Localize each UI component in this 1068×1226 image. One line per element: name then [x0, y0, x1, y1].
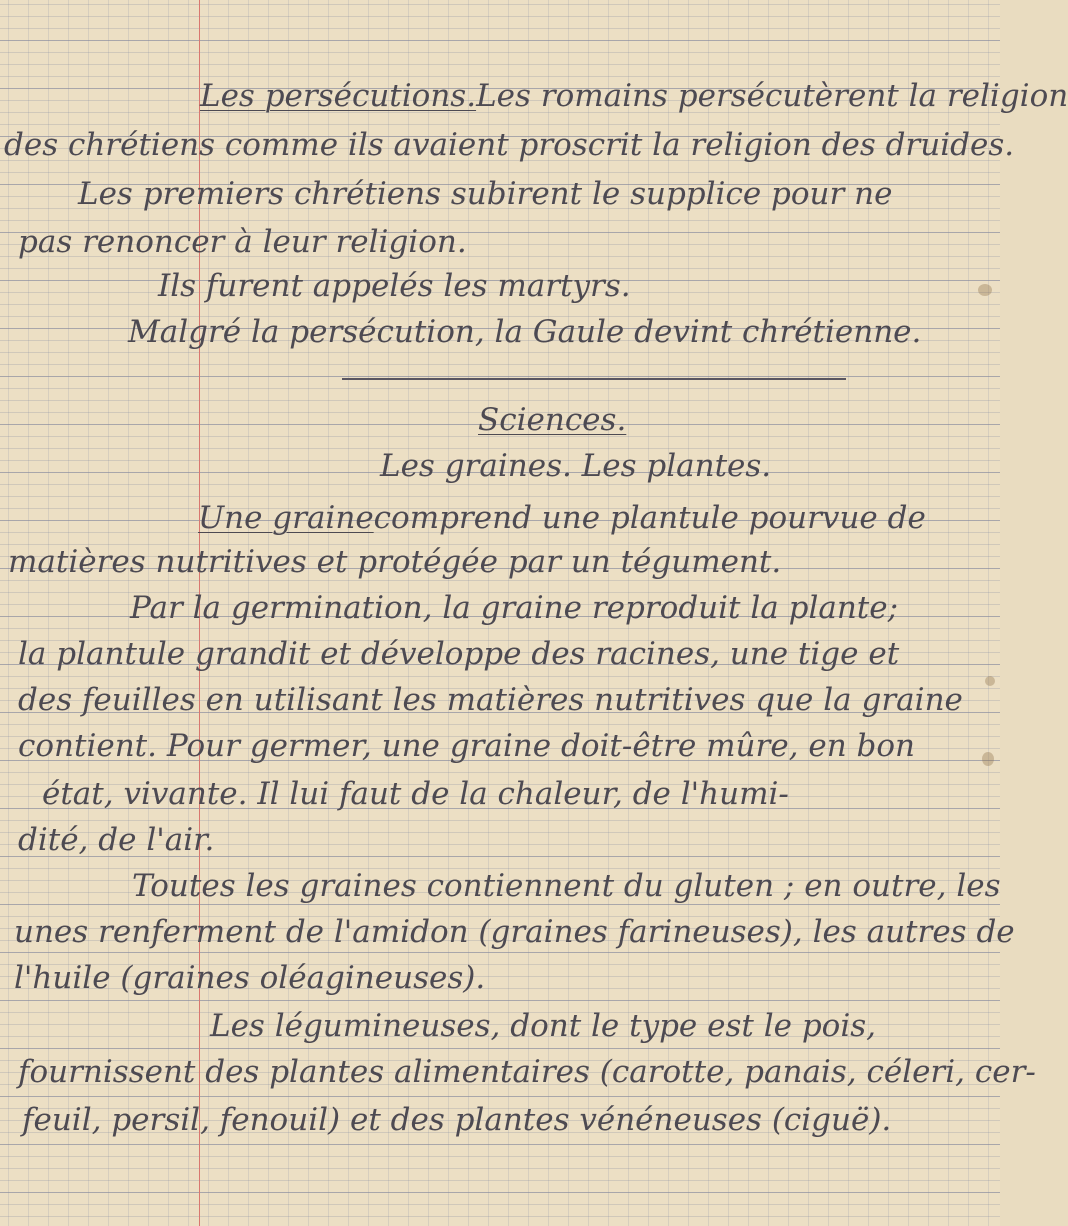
handwritten-line: pas renoncer à leur religion.	[18, 224, 467, 260]
handwritten-line: Toutes les graines contiennent du gluten ; en outre, les	[132, 868, 1001, 904]
handwritten-line: unes renferment de l'amidon (graines farineuses), les autres de	[14, 914, 1015, 950]
handwritten-line: feuil, persil, fenouil) et des plantes vénéneuses (ciguë).	[22, 1102, 892, 1138]
handwritten-line: matières nutritives et protégée par un tégument.	[8, 544, 782, 580]
handwritten-line: contient. Pour germer, une graine doit-être mûre, en bon	[18, 728, 916, 764]
subject-title: Sciences.	[478, 402, 627, 438]
term-heading: Une graine	[198, 500, 374, 536]
handwritten-line: dité, de l'air.	[18, 822, 215, 858]
handwritten-line: Les premiers chrétiens subirent le supplice pour ne	[78, 176, 893, 212]
handwritten-line: l'huile (graines oléagineuses).	[14, 960, 486, 996]
section-divider	[342, 378, 846, 380]
handwritten-line: Les légumineuses, dont le type est le pois,	[210, 1008, 877, 1044]
handwritten-line: des feuilles en utilisant les matières nutritives que la graine	[18, 682, 963, 718]
handwritten-line: Malgré la persécution, la Gaule devint chrétienne.	[128, 314, 922, 350]
handwritten-line: Par la germination, la graine reproduit la plante;	[130, 590, 899, 626]
handwritten-line: fournissent des plantes alimentaires (carotte, panais, céleri, cer-	[18, 1054, 1036, 1090]
handwritten-line: Les persécutions.Les romains persécutèrent la religion	[0, 72, 1000, 120]
handwritten-line: la plantule grandit et développe des racines, une tige et	[18, 636, 900, 672]
handwritten-line: Ils furent appelés les martyrs.	[158, 268, 631, 304]
lesson-title: Les graines. Les plantes.	[380, 448, 772, 484]
handwritten-line: état, vivante. Il lui faut de la chaleur, de l'humi-	[42, 776, 789, 812]
section-heading: Les persécutions.	[200, 78, 477, 114]
handwritten-line: des chrétiens comme ils avaient proscrit la religion des druides.	[4, 127, 1015, 163]
handwritten-line: Une grainecomprend une plantule pourvue de	[0, 494, 1000, 542]
